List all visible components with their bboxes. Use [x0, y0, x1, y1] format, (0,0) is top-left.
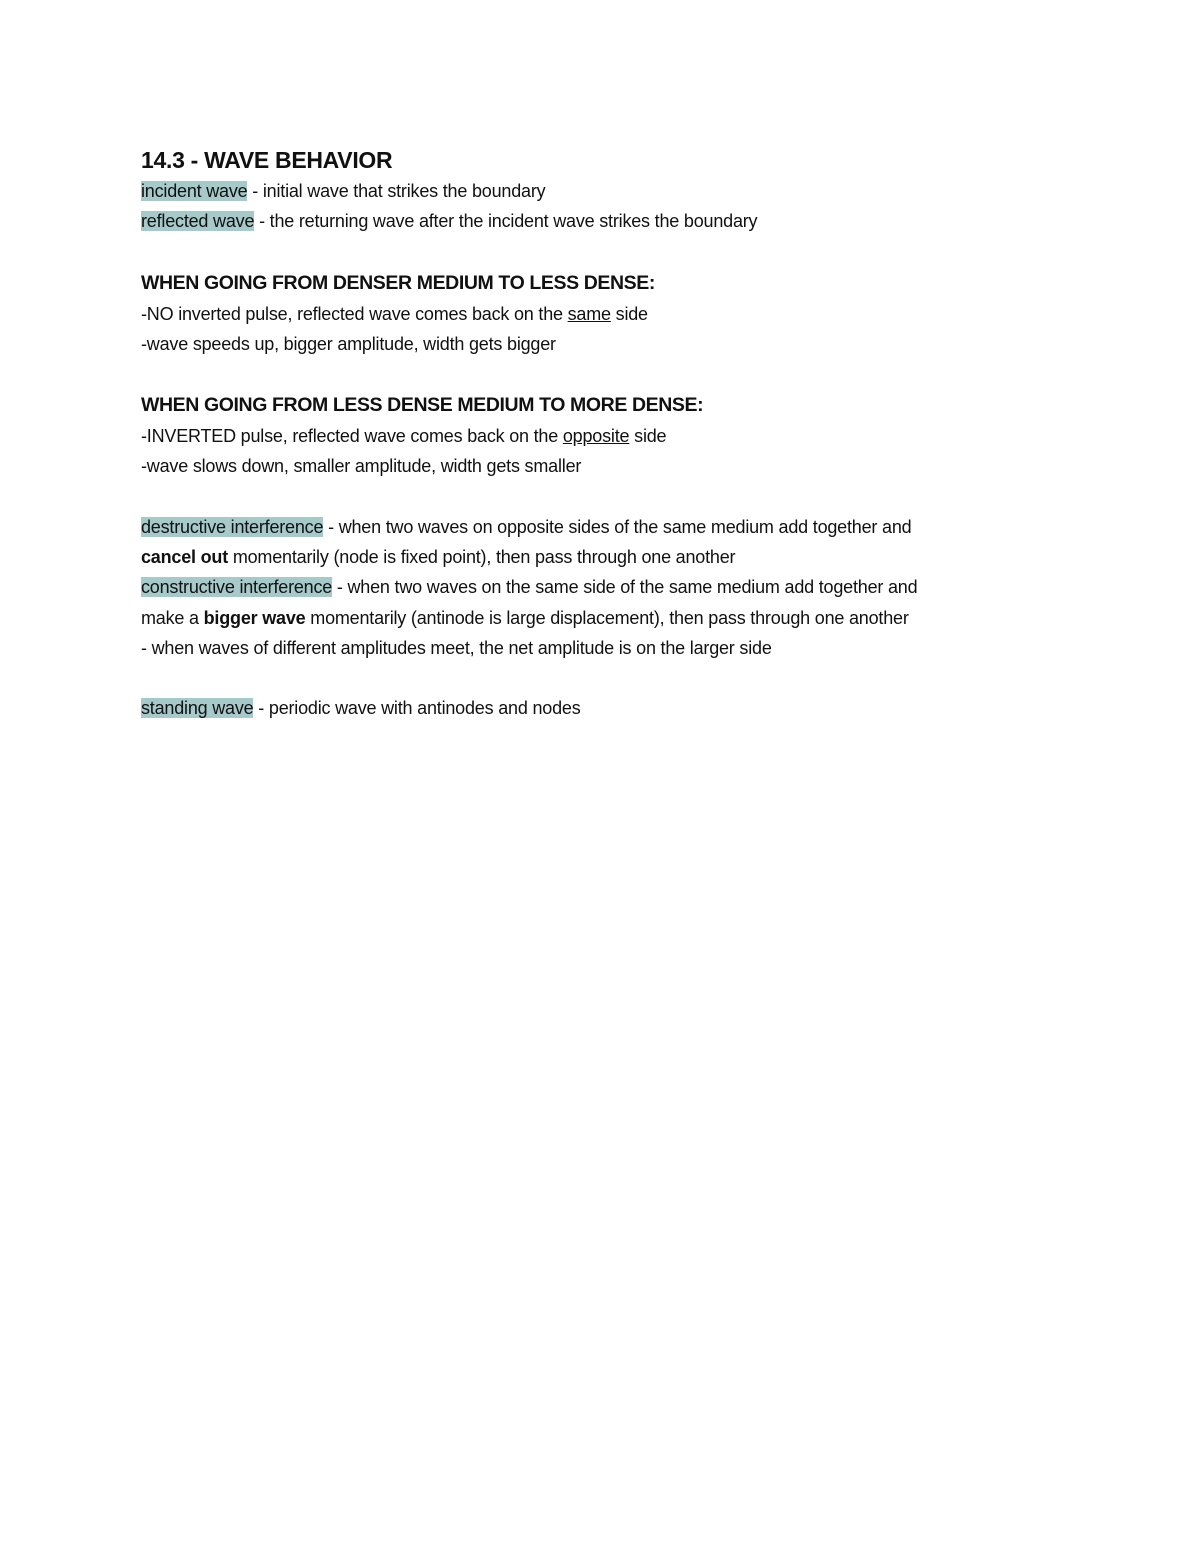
section-heading-less-to-more: WHEN GOING FROM LESS DENSE MEDIUM TO MORE DENSE:	[141, 394, 704, 417]
less-line-1	[141, 421, 1081, 451]
term-standing-wave: standing wave	[141, 698, 254, 719]
term-destructive-interference: destructive interference	[141, 516, 324, 537]
page-title: 14.3 - WAVE BEHAVIOR	[141, 147, 393, 173]
text: side	[629, 426, 667, 447]
spacer	[141, 359, 1081, 389]
underlined-word: same	[567, 303, 611, 324]
underlined-word: opposite	[562, 426, 630, 447]
less-line-2: -wave slows down, smaller amplitude, width gets smaller	[141, 456, 582, 477]
denser-line-2: -wave speeds up, bigger amplitude, width gets bigger	[141, 333, 556, 354]
definition-text: - initial wave that strikes the boundary	[247, 181, 546, 201]
text: - when two waves on opposite sides of the same medium add together and	[323, 516, 912, 537]
text: - when two waves on the same side of the same medium add together and	[332, 577, 918, 598]
term-reflected-wave: reflected wave	[141, 211, 255, 232]
text: momentarily (antinode is large displacement), then pass through one another	[305, 607, 909, 628]
constructive-line-2	[141, 603, 1081, 633]
destructive-line-2	[141, 542, 1081, 572]
interference-note: - when waves of different amplitudes meet, the net amplitude is on the larger side	[141, 637, 772, 658]
bold-phrase: cancel out	[141, 547, 229, 568]
destructive-line-1	[141, 512, 1081, 542]
section-heading-denser-to-less: WHEN GOING FROM DENSER MEDIUM TO LESS DENSE:	[141, 271, 655, 294]
text: -INVERTED pulse, reflected wave comes back on the	[141, 426, 563, 447]
spacer	[141, 482, 1081, 512]
bold-phrase: bigger wave	[203, 607, 306, 628]
text: -NO inverted pulse, reflected wave comes back on the	[141, 303, 568, 324]
text: momentarily (node is fixed point), then pass through one another	[228, 547, 736, 568]
denser-line-1	[141, 299, 1081, 329]
text: side	[610, 303, 648, 324]
definition-text: - the returning wave after the incident wave strikes the boundary	[254, 211, 758, 232]
spacer	[141, 663, 1081, 693]
definition-incident-wave	[141, 176, 1081, 206]
definition-reflected-wave	[141, 206, 1081, 236]
term-incident-wave: incident wave	[141, 181, 248, 201]
term-constructive-interference: constructive interference	[141, 577, 333, 598]
text: - periodic wave with antinodes and nodes	[253, 698, 581, 719]
constructive-line-1	[141, 572, 1081, 602]
text: make a	[141, 607, 204, 628]
spacer	[141, 237, 1081, 267]
document-page	[141, 144, 1081, 724]
definition-standing-wave	[141, 693, 1081, 723]
